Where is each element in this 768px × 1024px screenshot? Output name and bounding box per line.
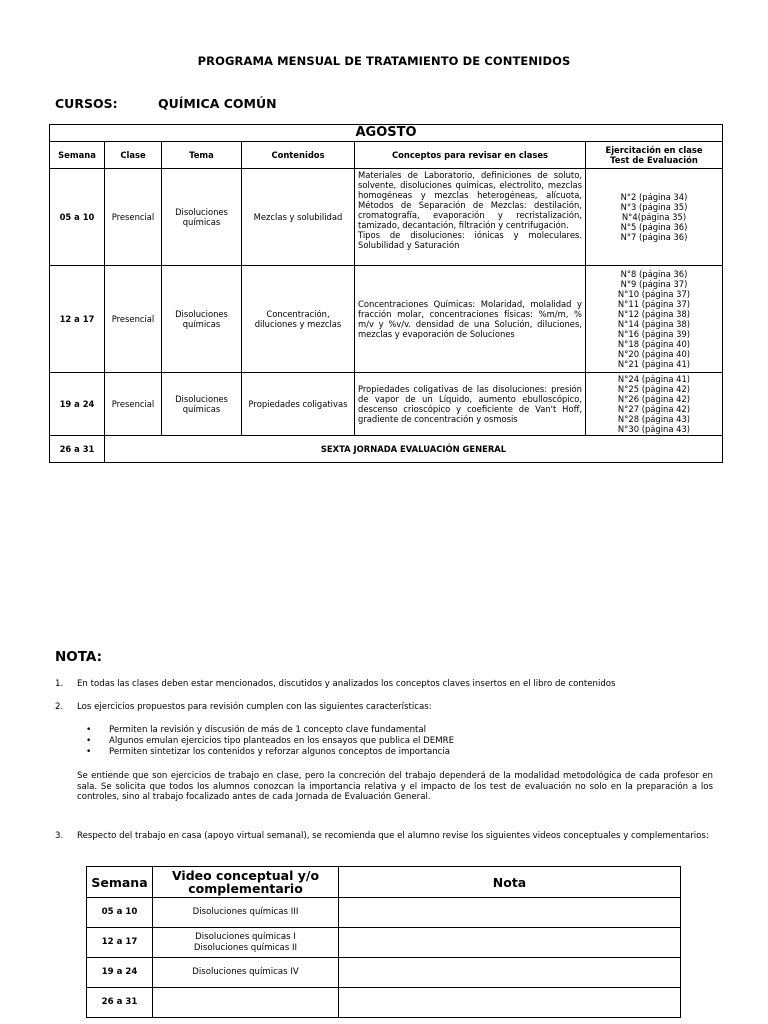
table-row (50, 169, 723, 266)
exercise-ref: N°4(página 35) (621, 212, 687, 222)
cell-semana: 05 a 10 (50, 169, 105, 266)
exercise-ref: N°20 (página 40) (617, 349, 691, 359)
exercise-ref: N°18 (página 40) (617, 339, 691, 349)
cell-clase: Presencial (105, 373, 162, 436)
video-cell-semana: 12 a 17 (87, 928, 153, 958)
note-number: 1. (55, 679, 64, 689)
note-item-1: En todas las clases deben estar mencionados, discutidos y analizados los conceptos claves insertos en el libro de contenidos (77, 679, 616, 689)
table-row (87, 928, 681, 958)
cell-clase: Presencial (105, 169, 162, 266)
header-ejercitacion (586, 142, 723, 169)
bullet-text: Algunos emulan ejercicios tipo planteados en los ensayos que publica el DEMRE (109, 736, 455, 746)
header-conceptos: Conceptos para revisar en clases (355, 142, 586, 169)
exercise-ref: N°30 (página 43) (617, 424, 691, 434)
note-item-2: Los ejercicios propuestos para revisión cumplen con las siguientes características: (77, 702, 432, 712)
note-item-3: Respecto del trabajo en casa (apoyo virtual semanal), se recomienda que el alumno revise los siguientes videos conceptuales y complementarios: (77, 831, 709, 841)
header-contenidos: Contenidos (242, 142, 355, 169)
exercise-ref: N°11 (página 37) (617, 299, 691, 309)
video-header-video: Video conceptual y/o complementario (153, 867, 339, 898)
cell-semana: 12 a 17 (50, 266, 105, 373)
video-cell-semana: 26 a 31 (87, 988, 153, 1018)
video-cell-video (153, 898, 339, 928)
exercise-ref: N°9 (página 37) (620, 279, 688, 289)
cell-contenidos: Propiedades coligativas (242, 373, 355, 436)
video-header-nota: Nota (339, 867, 681, 898)
exercise-ref: N°5 (página 36) (620, 222, 688, 232)
exercise-ref: N°16 (página 39) (617, 329, 691, 339)
video-title: Disoluciones químicas II (193, 942, 298, 953)
cell-semana: 19 a 24 (50, 373, 105, 436)
schedule-table (49, 124, 723, 463)
cursos-label: CURSOS: (55, 96, 118, 111)
header-clase: Clase (105, 142, 162, 169)
exercise-ref: N°12 (página 38) (617, 309, 691, 319)
cell-ejercicios (586, 373, 723, 436)
video-cell-video (153, 928, 339, 958)
exercise-ref: N°14 (página 38) (617, 319, 691, 329)
header-semana: Semana (50, 142, 105, 169)
header-tema: Tema (162, 142, 242, 169)
video-cell-video (153, 988, 339, 1018)
video-table (86, 866, 681, 1018)
video-cell-video (153, 958, 339, 988)
video-header-row (87, 867, 681, 898)
note-paragraph: Se entiende que son ejercicios de trabajo en clase, pero la concreción del trabajo dependerá de la modalidad metodológica de cada profesor en sala. Se solicita que todos los alumnos conozcan la importancia relativa y el impacto de los test de evaluación no solo en la preparación a los controles, sino al trabajo focalizado antes de cada Jornada de Evaluación General. (77, 771, 713, 802)
video-header-semana: Semana (87, 867, 153, 898)
bullet-icon: • (86, 725, 92, 735)
table-row (87, 898, 681, 928)
nota-title: NOTA: (55, 649, 103, 665)
table-row (87, 988, 681, 1018)
cell-tema: Disoluciones químicas (162, 373, 242, 436)
cell-contenidos: Concentración, diluciones y mezclas (242, 266, 355, 373)
month-title: AGOSTO (50, 125, 723, 142)
conceptos-paragraph: Tipos de disoluciones: iónicas y moleculares. Solubilidad y Saturación (358, 230, 582, 250)
video-cell-nota (339, 958, 681, 988)
video-cell-nota (339, 988, 681, 1018)
cell-tema: Disoluciones químicas (162, 169, 242, 266)
exercise-ref: N°21 (página 41) (617, 359, 691, 369)
evaluation-cell: SEXTA JORNADA EVALUACIÓN GENERAL (105, 436, 723, 463)
video-cell-nota (339, 928, 681, 958)
conceptos-paragraph: Materiales de Laboratorio, definiciones de soluto, solvente, disoluciones químicas, electrolito, mezclas homogéneas y mezclas heterogéneas, alícuota, Métodos de Separación de Mezclas: destilación, cromatografía, evaporación y recristalización, tamizado, decantación, filtración y centrifugación. (358, 170, 582, 230)
exercise-ref: N°26 (página 42) (617, 394, 691, 404)
cell-conceptos (355, 169, 586, 266)
cell-ejercicios (586, 169, 723, 266)
exercise-ref: N°10 (página 37) (617, 289, 691, 299)
exercise-ref: N°2 (página 34) (620, 192, 688, 202)
table-row (50, 436, 723, 463)
table-row (50, 373, 723, 436)
exercise-ref: N°3 (página 35) (620, 202, 688, 212)
cell-conceptos: Concentraciones Químicas: Molaridad, molalidad y fracción molar, concentraciones físicas: %m/m, % m/v y %v/v. densidad de una Solución, diluciones, mezclas y evaporación de Soluciones (355, 266, 586, 373)
video-cell-semana: 05 a 10 (87, 898, 153, 928)
bullet-icon: • (86, 747, 92, 757)
bullet-icon: • (86, 736, 92, 746)
note-number: 2. (55, 702, 64, 712)
video-cell-nota (339, 898, 681, 928)
video-title: Disoluciones químicas IV (192, 967, 299, 978)
table-row (50, 266, 723, 373)
cursos-value: QUÍMICA COMÚN (158, 96, 277, 111)
video-title: Disoluciones químicas I (195, 932, 296, 942)
exercise-ref: N°28 (página 43) (617, 414, 691, 424)
cell-contenidos: Mezclas y solubilidad (242, 169, 355, 266)
exercise-ref: N°24 (página 41) (617, 374, 691, 384)
cell-semana: 26 a 31 (50, 436, 105, 463)
table-row (87, 958, 681, 988)
bullet-text: Permiten la revisión y discusión de más de 1 concepto clave fundamental (109, 725, 427, 735)
exercise-ref: N°27 (página 42) (617, 404, 691, 414)
cell-conceptos: Propiedades coligativas de las disoluciones: presión de vapor de un Líquido, aumento ebulloscópico, descenso crioscópico y coeficiente de Van't Hoff, gradiente de concentración y osmosis (355, 373, 586, 436)
column-header-row (50, 142, 723, 169)
header-ejercitacion-line1: Ejercitación en clase (605, 145, 703, 155)
cell-ejercicios (586, 266, 723, 373)
header-ejercitacion-line2: Test de Evaluación (610, 155, 698, 165)
cell-clase: Presencial (105, 266, 162, 373)
note-number: 3. (55, 831, 64, 841)
month-header-row (50, 125, 723, 142)
exercise-ref: N°25 (página 42) (617, 384, 691, 394)
exercise-ref: N°8 (página 36) (620, 269, 688, 279)
bullet-text: Permiten sintetizar los contenidos y reforzar algunos conceptos de importancia (109, 747, 451, 757)
exercise-ref: N°7 (página 36) (620, 232, 688, 242)
cell-tema: Disoluciones químicas (162, 266, 242, 373)
video-cell-semana: 19 a 24 (87, 958, 153, 988)
video-title: Disoluciones químicas III (192, 907, 299, 918)
document-title: PROGRAMA MENSUAL DE TRATAMIENTO DE CONTENIDOS (197, 54, 571, 68)
